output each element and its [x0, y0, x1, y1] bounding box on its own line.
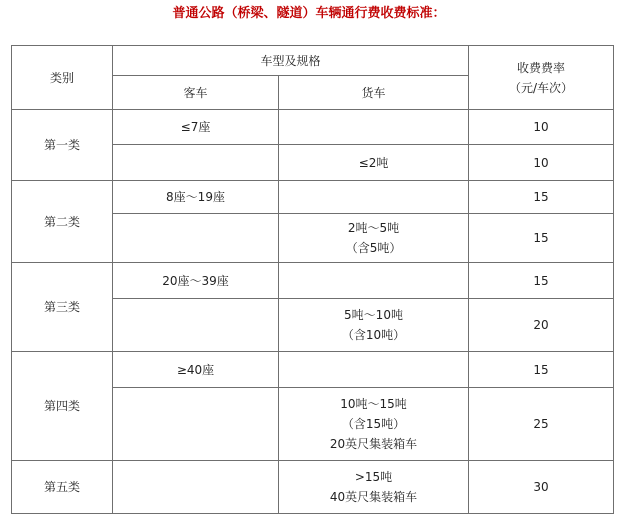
class-3-truck-empty: [279, 263, 469, 299]
table-row: [12, 110, 614, 145]
class-2-truck: [279, 214, 469, 263]
class-1-bus-rate: 10: [469, 110, 614, 145]
class-3-bus-rate: 15: [469, 263, 614, 299]
class-1-truck-empty: [279, 110, 469, 145]
class-4-truck-line-3: 20英尺集装箱车: [329, 437, 418, 451]
class-5-truck-line-1: >15吨: [354, 470, 393, 484]
class-4-bus: ≥40座: [113, 352, 279, 388]
class-5-label: 第五类: [12, 461, 113, 514]
class-4-truck-line-1: 10吨～15吨: [340, 397, 407, 411]
class-1-truck-line: ≤2吨: [358, 155, 389, 170]
class-3-truck-line-2: （含10吨）: [341, 328, 406, 342]
class-2-bus: 8座～19座: [113, 181, 279, 214]
page-title: 普通公路（桥梁、隧道）车辆通行费收费标准：: [172, 6, 446, 21]
class-4-truck-empty: [279, 352, 469, 388]
class-4-truck: [279, 388, 469, 461]
class-2-label: 第二类: [12, 181, 113, 263]
class-3-truck-line-1: 5吨～10吨: [344, 308, 403, 322]
class-5-truck-line-2: 40英尺集装箱车: [329, 490, 418, 504]
table-row: [12, 181, 614, 214]
class-2-bus-rate: 15: [469, 181, 614, 214]
header-rate-line1: 收费费率: [517, 60, 566, 75]
class-3-truck-rate: 20: [469, 299, 614, 352]
header-truck: 货车: [279, 76, 469, 110]
class-2-truck-rate: 15: [469, 214, 614, 263]
class-5-rate: 30: [469, 461, 614, 514]
header-bus: 客车: [113, 76, 279, 110]
class-1-truck-rate: 10: [469, 145, 614, 181]
class-4-truck-rate: 25: [469, 388, 614, 461]
table-row: [12, 263, 614, 299]
class-4-label: 第四类: [12, 352, 113, 461]
toll-fee-table: [11, 45, 614, 514]
class-2-truck-line-1: 2吨～5吨: [347, 221, 400, 235]
class-4-truck-line-2: （含15吨）: [341, 417, 406, 431]
class-3-label: 第三类: [12, 263, 113, 352]
class-3-truck: [279, 299, 469, 352]
header-vehicle-spec: 车型及规格: [113, 46, 469, 76]
class-1-truck: [279, 145, 469, 181]
class-5-bus-empty: [113, 461, 279, 514]
class-2-truck-empty: [279, 181, 469, 214]
class-4-bus-empty: [113, 388, 279, 461]
header-category: 类别: [12, 46, 113, 110]
class-1-bus-empty: [113, 145, 279, 181]
class-1-bus: ≤7座: [113, 110, 279, 145]
header-row: [12, 46, 614, 76]
class-2-truck-line-2: （含5吨）: [345, 241, 402, 255]
class-3-bus-empty: [113, 299, 279, 352]
header-rate-line2: （元/车次）: [508, 80, 574, 95]
class-2-bus-empty: [113, 214, 279, 263]
class-4-bus-rate: 15: [469, 352, 614, 388]
table-row: [12, 461, 614, 514]
class-1-label: 第一类: [12, 110, 113, 181]
class-3-bus: 20座～39座: [113, 263, 279, 299]
class-5-truck: [279, 461, 469, 514]
header-rate: [469, 46, 614, 110]
table-row: [12, 352, 614, 388]
